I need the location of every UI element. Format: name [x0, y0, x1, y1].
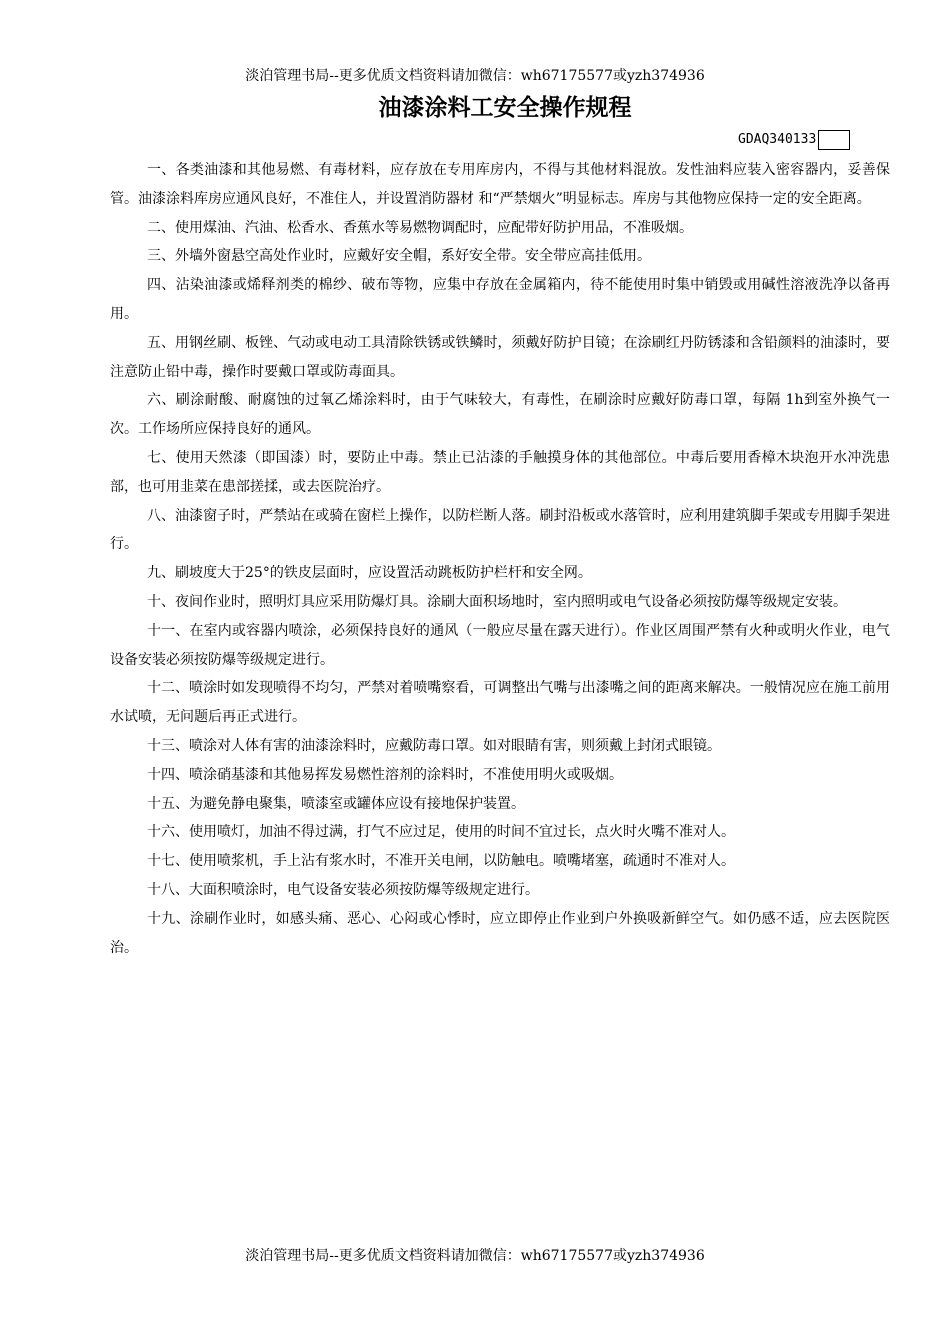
paragraph-3: 三、外墙外窗悬空高处作业时，应戴好安全帽，系好安全带。安全带应高挂低用。 [147, 248, 651, 265]
paragraph-5: 五、用钢丝刷、板锉、气动或电动工具清除铁锈或铁鳞时，须戴好防护目镜；在涂刷红丹防锈漆和含铅颜料的油漆时，要注意防止铅中毒，操作时要戴口罩或防毒面具。 [110, 334, 890, 380]
paragraph-8: 八、油漆窗子时，严禁站在或骑在窗栏上操作，以防栏断人落。刷封沿板或水落管时，应利用建筑脚手架或专用脚手架进行。 [110, 507, 890, 553]
paragraph-16: 十六、使用喷灯，加油不得过满，打气不应过足，使用的时间不宜过长，点火时火嘴不准对人。 [147, 824, 735, 841]
paragraph-18: 十八、大面积喷涂时，电气设备安装必须按防爆等级规定进行。 [147, 881, 539, 898]
paragraph-2: 二、使用煤油、汽油、松香水、香蕉水等易燃物调配时，应配带好防护用品，不准吸烟。 [147, 219, 693, 236]
document-title: 油漆涂料工安全操作规程 [378, 95, 632, 121]
document-code-row [738, 128, 850, 152]
paragraph-10: 十、夜间作业时，照明灯具应采用防爆灯具。涂刷大面积场地时，室内照明或电气设备必须按防爆等级规定安装。 [147, 593, 847, 610]
paragraph-13: 十三、喷涂对人体有害的油漆涂料时，应戴防毒口罩。如对眼睛有害，则须戴上封闭式眼镜。 [147, 737, 721, 754]
paragraph-1: 一、各类油漆和其他易燃、有毒材料，应存放在专用库房内，不得与其他材料混放。发性油料应装入密容器内，妥善保管。油漆涂料库房应通风良好，不准住人，并设置消防器材 和“严禁烟火”明显标志。库房与其他物应保持一定的安全距离。 [110, 162, 890, 207]
paragraph-19: 十九、涂刷作业时，如感头痛、恶心、心闷或心悸时，应立即停止作业到户外换吸新鲜空气。如仍感不适，应去医院医治。 [110, 910, 890, 956]
paragraph-12: 十二、喷涂时如发现喷得不均匀，严禁对着喷嘴察看，可调整出气嘴与出漆嘴之间的距离来解决。一般情况应在施工前用水试喷，无问题后再正式进行。 [110, 680, 890, 726]
paragraph-11: 十一、在室内或容器内喷涂，必须保持良好的通风（一般应尽量在露天进行）。作业区周围严禁有火种或明火作业，电气设备安装必须按防爆等级规定进行。 [110, 622, 890, 668]
paragraph-7: 七、使用天然漆（即国漆）时，要防止中毒。禁止已沾漆的手触摸身体的其他部位。中毒后要用香樟木块泡开水冲洗患部，也可用韭菜在患部搓揉，或去医院治疗。 [110, 449, 890, 495]
paragraph-15: 十五、为避免静电聚集，喷漆室或罐体应设有接地保护装置。 [147, 795, 525, 812]
footer-watermark-text: 淡泊管理书局--更多优质文档资料请加微信：wh67175577或yzh374936 [245, 1248, 705, 1264]
document-code: GDAQ340133 [738, 132, 817, 147]
paragraph-14: 十四、喷涂硝基漆和其他易挥发易燃性溶剂的涂料时，不准使用明火或吸烟。 [147, 766, 623, 783]
paragraph-9: 九、刷坡度大于25°的铁皮层面时，应设置活动跳板防护栏杆和安全网。 [147, 565, 592, 582]
paragraph-4: 四、沾染油漆或烯释剂类的棉纱、破布等物，应集中存放在金属箱内，待不能使用时集中销毁或用碱性溶液洗净以备再用。 [110, 277, 890, 322]
header-watermark-text: 淡泊管理书局--更多优质文档资料请加微信：wh67175577或yzh374936 [245, 68, 705, 84]
paragraph-17: 十七、使用喷浆机，手上沾有浆水时，不准开关电闸，以防触电。喷嘴堵塞，疏通时不准对人。 [147, 853, 735, 870]
document-code-box [818, 130, 850, 150]
paragraph-6: 六、刷涂耐酸、耐腐蚀的过氧乙烯涂料时，由于气味较大，有毒性，在刷涂时应戴好防毒口罩，每隔 1h到室外换气一次。工作场所应保持良好的通风。 [110, 392, 890, 438]
document-body [110, 156, 890, 962]
